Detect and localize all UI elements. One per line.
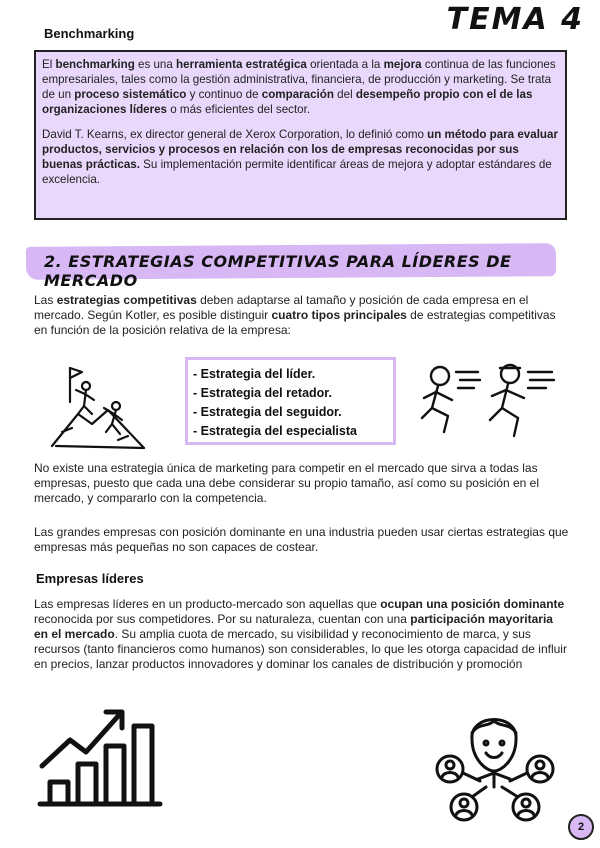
strategy-item: - Estrategia del líder. [193,367,316,381]
text-run: deben adaptarse al tamaño y posición de cada empresa en el mercado. Según Kotler, es posible distinguir [34,293,529,322]
text-run: es una [134,58,177,71]
text-run: orientada a la [306,58,384,71]
strategy-item: - Estrategia del retador. [193,386,332,400]
strategies-list [185,357,396,445]
text-run: Las [34,293,57,307]
paragraph-2 [34,461,569,506]
bold-text: desempeño propio con el de las organizaciones líderes [42,88,533,116]
text-run: del [333,88,356,101]
bold-text: cuatro tipos principales [271,308,407,322]
paragraph-4 [34,597,569,672]
page-number: 2 [568,814,594,840]
text-run: y continuo de [186,88,262,101]
paragraph-4-text [34,597,569,672]
text-run: . Su amplia cuota de mercado, su visibilidad y reconocimiento de marca, y sus recursos (tanto financieros como humanos) son considerables, lo que les otorga capacidad de influir en precios, lanzar productos innovadores y dominar los canales de distribución y promoción [34,627,567,671]
paragraph-3-text: Las grandes empresas con posición dominante en una industria pueden usar ciertas estrategias que empresas más pequeñas no son capaces de costear. [34,525,569,554]
section-title: 2. ESTRATEGIAS COMPETITIVAS PARA LÍDERES DE MERCADO [44,252,512,290]
text-run: El [42,58,56,71]
bold-text: proceso sistemático [74,88,187,101]
bold-text: ocupan una posición dominante [380,597,565,611]
paragraph-3 [34,525,569,555]
text-run: Su implementación permite identificar áreas de mejora y adoptar estándares de excelencia. [42,158,552,186]
paragraph-2-text: No existe una estrategia única de marketing para competir en el mercado que sirva a todas las empresas, puesto que cada una debe considerar su propio tamaño, así como su posición en el mercado, y compararlo con la competencia. [34,461,539,505]
strategy-item: - Estrategia del especialista [193,424,357,438]
bold-text: herramienta estratégica [176,58,307,71]
bold-text: comparación [261,88,334,101]
benchmarking-paragraph-1 [42,57,559,117]
intro-paragraph [34,293,569,338]
bold-text: participación mayoritaria en el mercado [34,612,553,641]
bold-text: benchmarking [55,58,135,71]
mountain-climbers-icon [48,362,148,452]
subheading: Empresas líderes [36,571,144,586]
intro-text [34,293,569,338]
running-competitors-icon [418,360,558,444]
bold-text: mejora [383,58,422,71]
text-run: David T. Kearns, ex director general de Xerox Corporation, lo definió como [42,128,428,141]
tema-title: TEMA 4 [446,2,584,37]
growth-bar-chart-icon [36,700,166,812]
bold-text: un método para evaluar productos, servicios y procesos en relación con los de empresas reconocidas por sus buenas prácticas. [42,128,558,171]
text-run: reconocida por sus competidores. Por su naturaleza, cuentan con una [34,612,411,626]
section-label: Benchmarking [44,26,135,41]
leader-network-icon [430,703,560,825]
benchmarking-paragraph-2 [42,127,559,187]
text-run: continua de las funciones empresariales, tales como la gestión administrativa, financiera, de producción y marketing. Se trata de un [42,58,556,101]
text-run: de estrategias competitivas en función de la posición relativa de la empresa: [34,308,556,337]
bold-text: estrategias competitivas [56,293,197,307]
strategy-item: - Estrategia del seguidor. [193,405,342,419]
text-run: Las empresas líderes en un producto-mercado son aquellas que [34,597,381,611]
benchmarking-box [34,50,567,220]
text-run: o más eficientes del sector. [167,103,311,116]
